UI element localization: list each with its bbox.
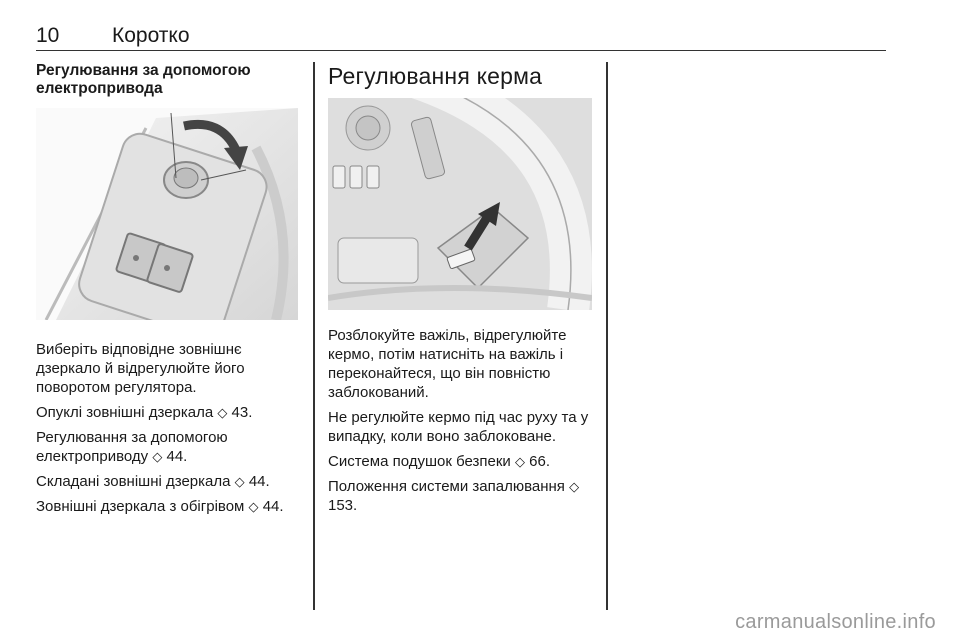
section-heading: Регулювання керма: [328, 63, 543, 89]
reference-link[interactable]: Положення системи запалювання ◇ 153.: [328, 478, 580, 514]
ref-arrow-icon: ◇: [152, 449, 163, 464]
reference-link[interactable]: Регулювання за допомогою електроприводу ◇ 44.: [36, 429, 228, 465]
ref-arrow-icon: ◇: [514, 454, 525, 469]
warning-paragraph: Не регулюйте кермо під час руху та у випадку, коли воно заблоковане.: [328, 409, 589, 445]
intro-paragraph: Виберіть відповідне зовнішнє дзеркало й відрегулюйте його поворотом регулятора.: [36, 341, 245, 396]
middle-column: [328, 62, 592, 521]
instruction-paragraph: Розблокуйте важіль, відрегулюйте кермо, потім натисніть на важіль і переконайтеся, що він повністю заблокований.: [328, 327, 567, 401]
mirror-control-illustration: [36, 108, 298, 320]
page-number: 10: [36, 24, 60, 47]
column-divider: [606, 62, 608, 610]
ref-arrow-icon: ◇: [217, 405, 228, 420]
column-divider: [313, 62, 315, 610]
page-header: [36, 22, 886, 51]
watermark: carmanualsonline.info: [735, 611, 936, 633]
reference-link[interactable]: Зовнішні дзеркала з обігрівом ◇ 44.: [36, 498, 284, 515]
ref-arrow-icon: ◇: [569, 479, 580, 494]
steering-adjust-illustration: [328, 98, 592, 310]
reference-link[interactable]: Складані зовнішні дзеркала ◇ 44.: [36, 473, 270, 490]
ref-arrow-icon: ◇: [234, 474, 245, 489]
left-column: [36, 62, 298, 522]
ref-arrow-icon: ◇: [248, 499, 259, 514]
chapter-title: Коротко: [112, 24, 190, 47]
reference-link[interactable]: Система подушок безпеки ◇ 66.: [328, 453, 550, 470]
reference-link[interactable]: Опуклі зовнішні дзеркала ◇ 43.: [36, 404, 253, 421]
section-heading: Регулювання за допомогою електропривода: [36, 62, 251, 97]
